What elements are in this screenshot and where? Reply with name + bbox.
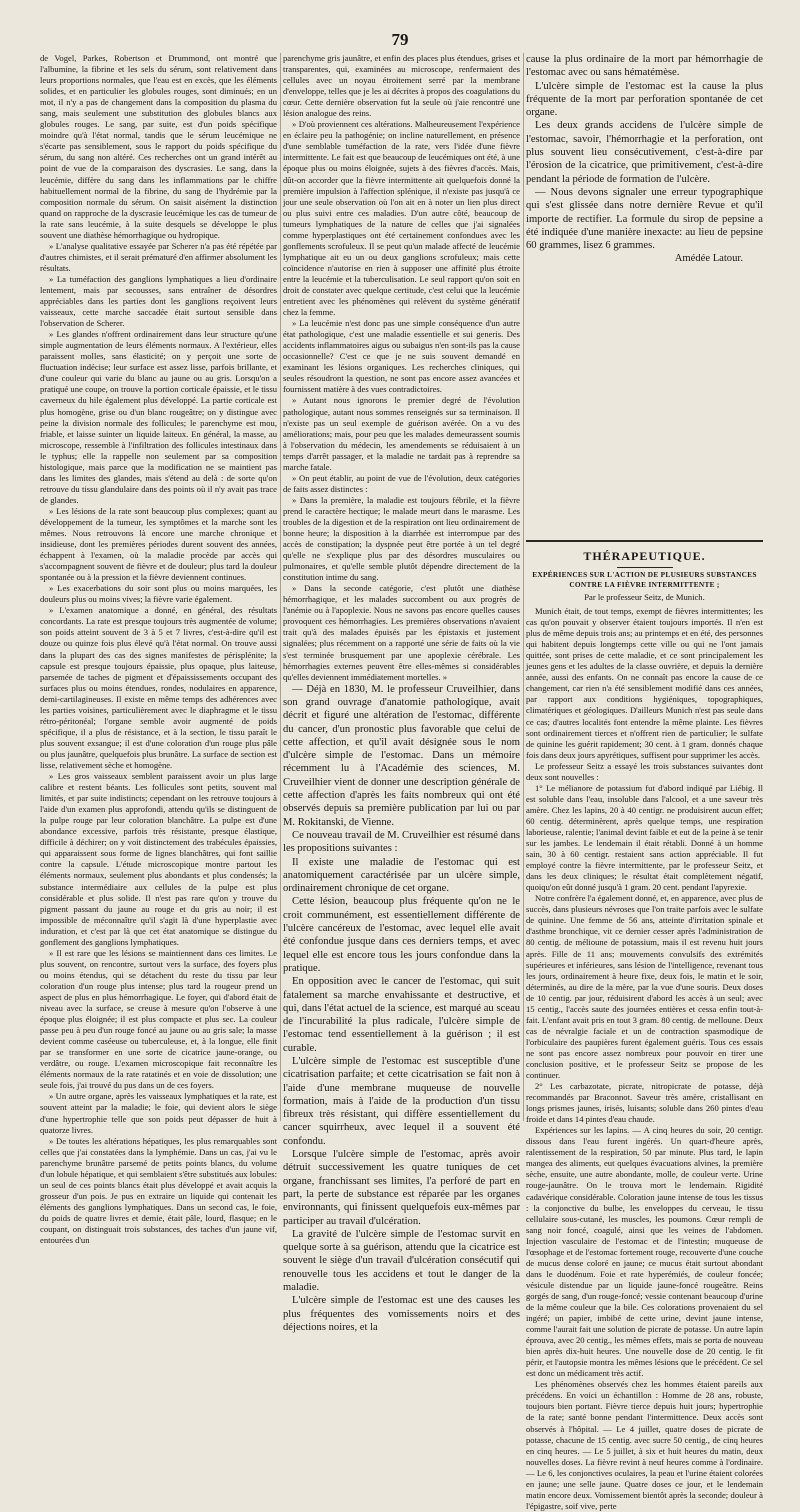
paragraph: » L'analyse qualitative essayée par Scherer n'a pas été répétée par d'autres chimistes, et il serait prématuré d'en affirmer absolument les résultats. [40, 240, 277, 273]
paragraph: » Il est rare que les lésions se maintiennent dans ces limites. Le plus souvent, on rencontre, surtout vers la surface, des foyers plus ou moins étendus, qui se détachent du reste du tissu par leur coloration d'un rouge plus intense; plus tard la rougeur prend un aspect de plus en plus hémorrhagique. Le foyer, qui d'abord était de niveau avec la surface, se creuse à mesure qu'on l'observe à une époque plus éloignée; il est plus compacte et plus sec. La couleur passe peu à peu d'un rouge foncé au jaune ou au gris sale; la masse devient comme caséeuse ou tuberculeuse, et, à la longue, elle finit par se transformer en une sorte de cicatrice jaune-orange, ou verdâtre, ou rouge. L'examen microscopique fait reconnaître les éléments normaux de la rate ratatinés et en voie de dissolution; une seule fois, j'ai trouvé du pus dans un de ces foyers. [40, 947, 277, 1091]
paragraph: Notre confrère l'a également donné, et, en apparence, avec plus de succès, dans plusieurs névroses que l'on traite parfois avec le sulfate de quinine. Une femme de 56 ans, atteinte d'irritation spinale et d'asthme bronchique, vit ce dernier cesser après l'administration de 80 centig. de mélioune de potassium, mais il est revenu huit jours après. Fille de 11 ans; mouvements convulsifs des extrémités supérieures et inférieures, sans lésion de l'intelligence, revenant tous les jours, ordinairement à heure fixe, deux fois, le matin et le soir, déterminés, au dire de la mère, par la vue d'une souris. Deux doses de 10 centig. par jour, réduisirent d'abord les accès à un seul; avec 15 centig., l'accès saute des journées entières et cessa enfin tout-à-fait. L'enfant avait pris en tout 3 gram. 80 centig. de melloune. Deux cas de névralgie faciale et un de contraction spasmodique de l'orbiculaire des paupières furent également guéris. Tous ces essais ne sont pas encore assez nombreux pour pouvoir en tirer une conclusion positive, et le professeur Seitz se propose de les continuer. [526, 893, 763, 1081]
paragraph: » Les gros vaisseaux semblent paraissent avoir un plus large calibre et restent béants. Les follicules sont petits, souvent mal limités, et par suite indistincts; cependant on les retrouve toujours à l'aide d'un examen plus approfondi, attendu qu'ils se distinguent de la pulpe rouge par leur coloration blanchâtre. La pulpe est d'une abondance excessive, parfois très résistante, presque élastique, difficile à déchirer; on y voit distinctement des trabécules épaissies, qui apparaissent sous forme de lignes blanchâtres, qui font saillie contre la capsule. L'étude microscopique montre partout les éléments normaux, seulement plus abondants et plus condensés; la substance intermédiaire aux cellules de la pulpe est plus considérable et plus solide. Il n'est pas rare qu'on y trouve du pigment passant du jaune au rouge et du gris au noir; il est impossible de méconnaître qu'il s'agit là d'une hyperplastie avec induration, et c'est par là que cet état anatomique se distingue du gonflement des ganglions lymphatiques. [40, 771, 277, 947]
paragraph: » Les glandes n'offrent ordinairement dans leur structure qu'une simple augmentation de leurs éléments normaux. A l'extérieur, elles paraissent molles, sans élasticité; on y perçoit une sorte de fluctuation indécise; leur surface est assez lisse, parfois brillante, et d'une couleur qui varie du blanc au jaune ou au gris. Lorsqu'on a pratiqué une coupe, on trouve la portion corticale épaissie, et le tissu caverneux du hile également plus développé. La partie corticale est plus homogène, grise ou d'un blanc rougeâtre; on y distingue avec peine la division normale des follicules; le parenchyme est mou, friable, et laisse suinter un liquide laiteux. En général, la masse, au microscope, ressemble à l'infiltration des follicules intestinaux dans le typhus; elle la rappelle non seulement par sa composition histologique, mais parce que la modification ne se maintient pas dans les limites des glandes, mais s'étend au delà : de sorte qu'on retrouve du tissu glandulaire dans des points où il n'y avait pas trace de glandes. [40, 329, 277, 505]
author-signature: Amédée Latour. [674, 253, 743, 265]
section-rule [526, 540, 763, 542]
paragraph: L'ulcère simple de l'estomac est susceptible d'une cicatrisation parfaite; et cette cicatrisation se fait non à l'aide d'une membrane muqueuse de nouvelle formation, mais à l'aide de la production d'un tissu fibreux très résistant, qui diffère essentiellement du cancer squirrheux, avec lequel il a souvent été confondu. [283, 1055, 520, 1147]
paragraph: parenchyme gris jaunâtre, et enfin des places plus étendues, grises et transparentes, qui, examinées au microscope, renfermaient des cellules avec un noyau étroitement serré par la membrane d'enveloppe, telles que je les ai décrites à propos des coagulations du cœur. Cette dernière observation fut la seule où j'aie rencontré une lésion analogue des reins. [283, 53, 520, 119]
column-divider [523, 53, 524, 1121]
paragraph: 1° Le mélianore de potassium fut d'abord indiqué par Liébig. Il est soluble dans l'eau, insoluble dans l'alcool, et a une saveur très amère. Chez les lapins, 20 à 40 centigr. ne produisirent aucun effet; 60 centig. déterminèrent, après quelque temps, une respiration laborieuse, ralentie; l'animal devint faible et eut de la peine à se tenir sur les jambes. Le lendemain il était rétabli. Donné à un homme sain, 30 à 60 centigr. restaient sans action appréciable. Il fut employé contre la fièvre intermittente, par le professeur Seitz, et dans les deux cliniques; le résultat était complètement négatif, quoiqu'on eût donné jusqu'à 1 gram. 20 cent. pendant l'apyrexie. [526, 782, 763, 893]
paragraph: Il existe une maladie de l'estomac qui est anatomiquement caractérisée par un ulcère simple, ordinairement chronique de cet organe. [283, 856, 520, 895]
paragraph: L'ulcère simple de l'estomac est la cause la plus fréquente de la mort par perforation spontanée de cet organe. [526, 80, 763, 119]
paragraph: 2° Les carbazotate, picrate, nitropicrate de potasse, déjà recommandés par Braconnot. Saveur très amère, cristallisant en longs prismes jaunes, irisés, luisants; soluble dans 260 pintes d'eau froide et dans 14 pintes d'eau chaude. [526, 1081, 763, 1125]
paragraph: » La tuméfaction des ganglions lymphatiques a lieu d'ordinaire lentement, mais par secousses, sans entraîner de désordres appréciables dans les parties dont les ganglions reçoivent leurs vaisseaux, cette marche saccadée était surtout sensible dans l'observation de Scherer. [40, 273, 277, 329]
paragraph: » La leucémie n'est donc pas une simple conséquence d'un autre état pathologique, c'est une maladie essentielle et sui generis. Des accidents inflammatoires aigus ou subaigus n'en sont-ils pas la cause occasionnelle? C'est ce que je ne suis souvent demandé en examinant les lésions organiques. Les recherches cliniques, qui seules résoudront la question, ne sont pas encore assez avancées et fournissent matière à des vues contradictoires. [283, 318, 520, 395]
column-1 [40, 53, 277, 1246]
paragraph: — Déjà en 1830, M. le professeur Cruveilhier, dans son grand ouvrage d'anatomie pathologique, avait décrit et figuré une altération de l'estomac, différente du cancer, d'un pronostic plus favorable que celui de cette affection, et qu'il avait désignée sous le nom d'ulcère simple de l'estomac. Dans un mémoire récemment lu à l'Académie des sciences, M. Cruveilhier vient de donner une description générale de cette affection d'après les faits nombreux qui ont été observés depuis sa première publication par lui ou par M. Rokitanski, de Vienne. [283, 683, 520, 828]
paragraph: » Dans la seconde catégorie, c'est plutôt une diathèse hémorrhagique, et les malades succombent ou aux progrès de l'anémie ou à l'apoplexie. Nous ne savons pas encore quelles causes provoquent ces hémorrhagies. Les premières observations n'avaient trait qu'à des malades épuisés par les épistaxis et justement signalées; plus récemment on a rapporté une série de faits où la vie s'est terminée brusquement par une apoplexie cérébrale. Les hémorrhagies externes peuvent être elles-mêmes si considérables qu'elles deviennent immédiatement mortelles. » [283, 583, 520, 682]
paragraph: Les phénomènes observés chez les hommes étaient pareils aux précédens. En voici un échantillon : Homme de 28 ans, robuste, toujours bien portant. Fièvre tierce depuis huit jours; hypertrophie de la rate; santé bonne pendant l'intermittence. Deux accès sont observés à l'hôpital. — Le 4 juillet, quatre doses de picrate de potasse, chacune de 15 centig. avec sucre 50 centig., de cinq heures en cinq heures. — Le 5 juillet, à six et huit heures du matin, deux nouvelles doses. La fièvre revint à neuf heures comme à l'ordinaire. — Le 6, les conjonctives oculaires, la peau et l'urine étaient colorées en jaune; une selle jaune. Quatre doses ce jour, et le lendemain matin encore deux. Vomissement bientôt après la seconde; douleur à l'épigastre, soif vive, perte [526, 1379, 763, 1511]
column-3-top [526, 53, 763, 533]
paragraph: cause la plus ordinaire de la mort par hémorrhagie de l'estomac avec ou sans hématémèse. [526, 54, 763, 79]
article-byline: Par le professeur Seitz, de Munich. [584, 592, 705, 602]
paragraph: Le professeur Seitz a essayé les trois substances suivantes dont deux sont nouvelles : [526, 760, 763, 782]
paragraph: » Les exacerbations du soir sont plus ou moins marquées, les douleurs plus ou moins vives; la fièvre varie également. [40, 583, 277, 605]
paragraph: de Vogel, Parkes, Robertson et Drummond, ont montré que l'albumine, la fibrine et les sels du sérum, sont relativement dans leurs proportions normales, que l'eau est en excès, que les éléments solides, et en particulier les globules rouges, sont diminués; en un mot, il n'y a pas de changement dans la composition du plasma du sang, mais seulement une substitution des globules blancs aux globules rouges. Le sang, par suite, est d'un poids spécifique moindre qu'à l'état normal, tandis que le sérum leucémique ne s'écarte pas sensiblement, sous le rapport du poids spécifique du sérum, du sang non altéré. Ces recherches ont un grand intérêt au point de vue de la comparaison des dyscrasies. Le sang, dans la leucémie, diffère du sang dans les inflammations par le chiffre habituellement normal de la fibrine, du sang de l'hydrémie par la composition normale du sérum. On saisit aisément la distinction quand on rapproche de la dyscrasie leucémique les cas de tumeur de la rate sans leucémie, à la suite desquels se développe le plus souvent une diathèse hémorrhagique ou hydropique. [40, 53, 277, 240]
paragraph: L'ulcère simple de l'estomac est une des causes les plus fréquentes des vomissements noirs et des déjections noires, et la [283, 1295, 520, 1333]
paragraph: La gravité de l'ulcère simple de l'estomac survit en quelque sorte à sa guérison, attendu que la cicatrice est souvent le siège d'un travail d'ulcération consécutif qui renouvelle tous les accidens et tout le danger de la maladie. [283, 1228, 520, 1294]
paragraph: » Dans la première, la maladie est toujours fébrile, et la fièvre prend le caractère hectique; le malade meurt dans le marasme. Les troubles de la digestion et de la respiration ont lieu ordinairement de bonne heure; la disposition à la diarrhée est interrompue par des accès de constipation; la dyspnée peut être portée à un tel degré qu'elle ne s'explique plus par des désordres musculaires ou pulmonaires, et qu'elle semble plutôt dépendre directement de la constitution intime du sang. [283, 494, 520, 583]
column-3-bottom [526, 570, 763, 1511]
paragraph: — Nous devons signaler une erreur typographique qui s'est glissée dans notre dernière Revue et qu'il importe de rectifier. La formule du sirop de pepsine a été indiquée d'une manière inexacte: au lieu de pepsine 60 grammes, lisez 6 grammes. [526, 186, 763, 252]
column-2 [283, 53, 520, 1333]
paragraph: » L'examen anatomique a donné, en général, des résultats concordants. La rate est presque toujours très augmentée de volume; son poids atteint souvent de 3 à 5 et 7 livres, c'est-à-dire qu'il est douze ou quinze fois plus élevé qu'à l'état normal. On trouve aussi dans la plupart des cas des signes manifestes de périsplénite; la capsule est presque toujours épaissie, plus opaque, plus laiteuse, parsemée de taches de pigment et d'épaississements occupant des surfaces plus ou moins étendues, rondes, nodulaires en apparence, demi-cartilagineuses. Il existe en même temps des adhérences avec les parties voisines, particulièrement avec le diaphragme et le tissu rétro-péritonéal; l'organe semble avoir augmenté de poids spécifique, il a plus de résistance, et à la section, le tissu paraît le plus souvent exsangue; il est d'une coloration d'un rouge plus pâle ou plus jaunâtre, quelquefois plus brunâtre. La surface de section est lisse, relativement sèche et homogène. [40, 605, 277, 770]
paragraph: Expériences sur les lapins. — A cinq heures du soir, 20 centigr. dissous dans l'eau furent ingérés. Un quart-d'heure après, ralentissement de la respiration, 50 par minute. Plus tard, le lapin mangea des aliments, eut quelques évacuations alvines, la première sèche, ensuite, une autre abondante, molle, de couleur verte. Urine rouge-jaunâtre. On le trouva mort le lendemain. Rigidité cadavérique considérable. Coloration jaune intense de tous les tissus : la conjonctive du bulbe, les enveloppes du cerveau, le tissu cellulaire sous-cutané, les muscles, les poumons. Cœur rempli de sang noir foncé, coagulé, ainsi que les veines de l'abdomen. Injection vasculaire de l'estomac et de l'intestin; muqueuse de l'œsophage et de l'estomac fortement rouge, recouverte d'une couche de mucus dense coloré en jaune; ce mucus était surtout abondant dans le duodénum. Foie et rate hyperémiés, de couleur foncée; vésicule distendue par un liquide jaune-foncé rougeâtre. Reins gorgés de sang, d'un rouge-foncé; vessie contenant beaucoup d'urine de la même couleur que la bile. Ces colorations provenaient du sel ingéré; un papier, imbibé de cette urine, devint jaune intense, comme l'aurait fait une solution de picrate de potasse. Un autre lapin éprouva, avec 20 centig., les mêmes effets, mais se porta de nouveau bien après dix-huit heures. Une nouvelle dose de 20 centig. le fit périr, et l'autopsie montra les mêmes lésions que le précédent. Ce sel est donc un médicament très actif. [526, 1125, 763, 1379]
paragraph: Munich était, de tout temps, exempt de fièvres intermittentes; les cas qu'on pouvait y observer étaient toujours importés. Il n'en est plus de même depuis trois ans; au printemps et en été, des personnes qui habitent depuis longtemps cette ville ou qui ne l'ont jamais quittée, sont prises de cette maladie, et ce sont principalement les jeunes gens et les adultes de la classe ouvrière, et depuis la dernière année, aussi des enfants. On ne connaît pas encore la cause de ce changement, car rien n'a été sensiblement modifié dans ces années, par rapport aux conditions hygiéniques, topographiques, climatériques et géologiques. D'ailleurs Munich n'est pas seule dans ce cas; d'autres localités font entendre la même plainte. Les fièvres sont ordinairement tierces et n'offrent rien de particulier; le sulfate de quinine les guérit rapidement; 30 cent. à 1 gram. donnés chaque fois dans deux jours apyrétiques, suffisent pour supprimer les accès. [526, 606, 763, 760]
paragraph: » De toutes les altérations hépatiques, les plus remarquables sont celles que j'ai constatées dans la lymphémie. Dans un cas, j'ai vu le parenchyme brunâtre parsemé de petits points blancs, du volume d'un lobule hépatique, et qui semblaient s'être substitués aux lobules: un seul de ces points blancs était plus développé et avait acquis la grosseur d'un pois. Je pus en extraire un liquide qui contenait les éléments des ganglions lymphatiques. Dans un second cas, le foie, du poids de quatre livres et demie, était pâle, lourd, flasque; en le coupant, on distinguait trois substances, des taches d'un jaune vif, entourées d'un [40, 1135, 277, 1246]
paragraph: En opposition avec le cancer de l'estomac, qui suit fatalement sa marche envahissante et destructive, et qui, dans l'état actuel de la science, est marqué au sceau de l'incurabilité la plus radicale, l'ulcère simple de l'estomac tend essentiellement à la guérison ; il est curable. [283, 976, 520, 1054]
section-title: THÉRAPEUTIQUE. [526, 549, 763, 568]
paragraph: Lorsque l'ulcère simple de l'estomac, après avoir détruit successivement les quatre tuniques de cet organe, franchissant ses limites, l'a perforé de part en part, la perte de substance est réparée par les organes environnants, qui finissent quelquefois eux-mêmes par participer au travail d'ulcération. [283, 1149, 520, 1227]
page-number: 79 [391, 30, 409, 49]
paragraph: Les deux grands accidens de l'ulcère simple de l'estomac, savoir, l'hémorrhagie et la perforation, ont plus souvent lieu consécutivement, c'est-à-dire par l'érosion de la cicatrice, que primitivement, c'est-à-dire pendant la période de formation de l'ulcère. [526, 120, 763, 185]
paragraph: » Les lésions de la rate sont beaucoup plus complexes; quant au développement de la tumeur, les symptômes et la marche sont les mêmes. Nous retrouvons là encore une marche chronique et insidieuse, dont les premières périodes durent souvent des années, échappent à l'examen, où la maladie procède par accès qui s'accompagnent souvent de fièvre et de douleur; plus tard la douleur spontanée ou à la pression et la fièvre deviennent continues. [40, 505, 277, 583]
paragraph: » Un autre organe, après les vaisseaux lymphatiques et la rate, est souvent atteint par la maladie; le foie, qui devient alors le siège d'une hypertrophie telle que son poids peut dépasser de huit à quatorze livres. [40, 1091, 277, 1135]
column-divider [280, 53, 281, 1121]
paragraph: Ce nouveau travail de M. Cruveilhier est résumé dans les propositions suivantes : [283, 829, 520, 855]
paragraph: » Autant nous ignorons le premier degré de l'évolution pathologique, autant nous sommes renseignés sur sa terminaison. Il n'existe pas un seul exemple de guérison avérée. On a vu des améliorations; mais, pour peu que les malades demeurassent soumis à l'observation du médecin, les amendements se réduisaient à un temps d'arrêt passager, et la maladie ne tardait pas à reprendre sa marche fatale. [283, 395, 520, 472]
paragraph: » D'où proviennent ces altérations. Malheureusement l'expérience en éclaire peu la pathogénie; on incline naturellement, en présence d'une semblable tuméfaction de la rate, vers l'idée d'une fièvre intermittente. Le fait est que beaucoup de leucémiques ont été, à une époque plus ou moins éloignée, sujets à des fièvres d'accès. Mais, dût-on accorder que la fièvre intermittente ait quelquefois donné la première impulsion à l'affection splénique, il n'existe pas jusqu'à ce jour une seule observation où l'on ait en à noter un lien plus direct ou plus suivi entre ces maladies. D'un autre côté, beaucoup de tumeurs lymphatiques de la nature de celles que j'ai signalées comme hyperplastiques ont été certainement confondues avec les gonflements scrofuleux. Il se peut qu'un malade affecté de leucémie lymphatique ait eu un ou deux ganglions scrofuleux; mais cette coïncidence n'autorise en rien à supposer une affinité plus étroite entre la leucémie et la tuberculisation. Le seul rapport qu'on soit en droit de constater avec quelque certitude, c'est celui que la leucémie entretient avec les phénomènes qui relèvent du système génératif chez la femme. [283, 119, 520, 318]
paragraph: » On peut établir, au point de vue de l'évolution, deux catégories de faits assez distinctes : [283, 472, 520, 494]
article-heading: EXPÉRIENCES SUR L'ACTION DE PLUSIEURS SUBSTANCES CONTRE LA FIÈVRE INTERMITTENTE ; [532, 570, 757, 589]
paragraph: Cette lésion, beaucoup plus fréquente qu'on ne le croit communément, est essentiellement différente de l'ulcère cancéreux de l'estomac, avec lequel elle avait été confondue jusque dans ces derniers temps, et avec lequel elle est encore tous les jours confondue dans la pratique. [283, 896, 520, 974]
